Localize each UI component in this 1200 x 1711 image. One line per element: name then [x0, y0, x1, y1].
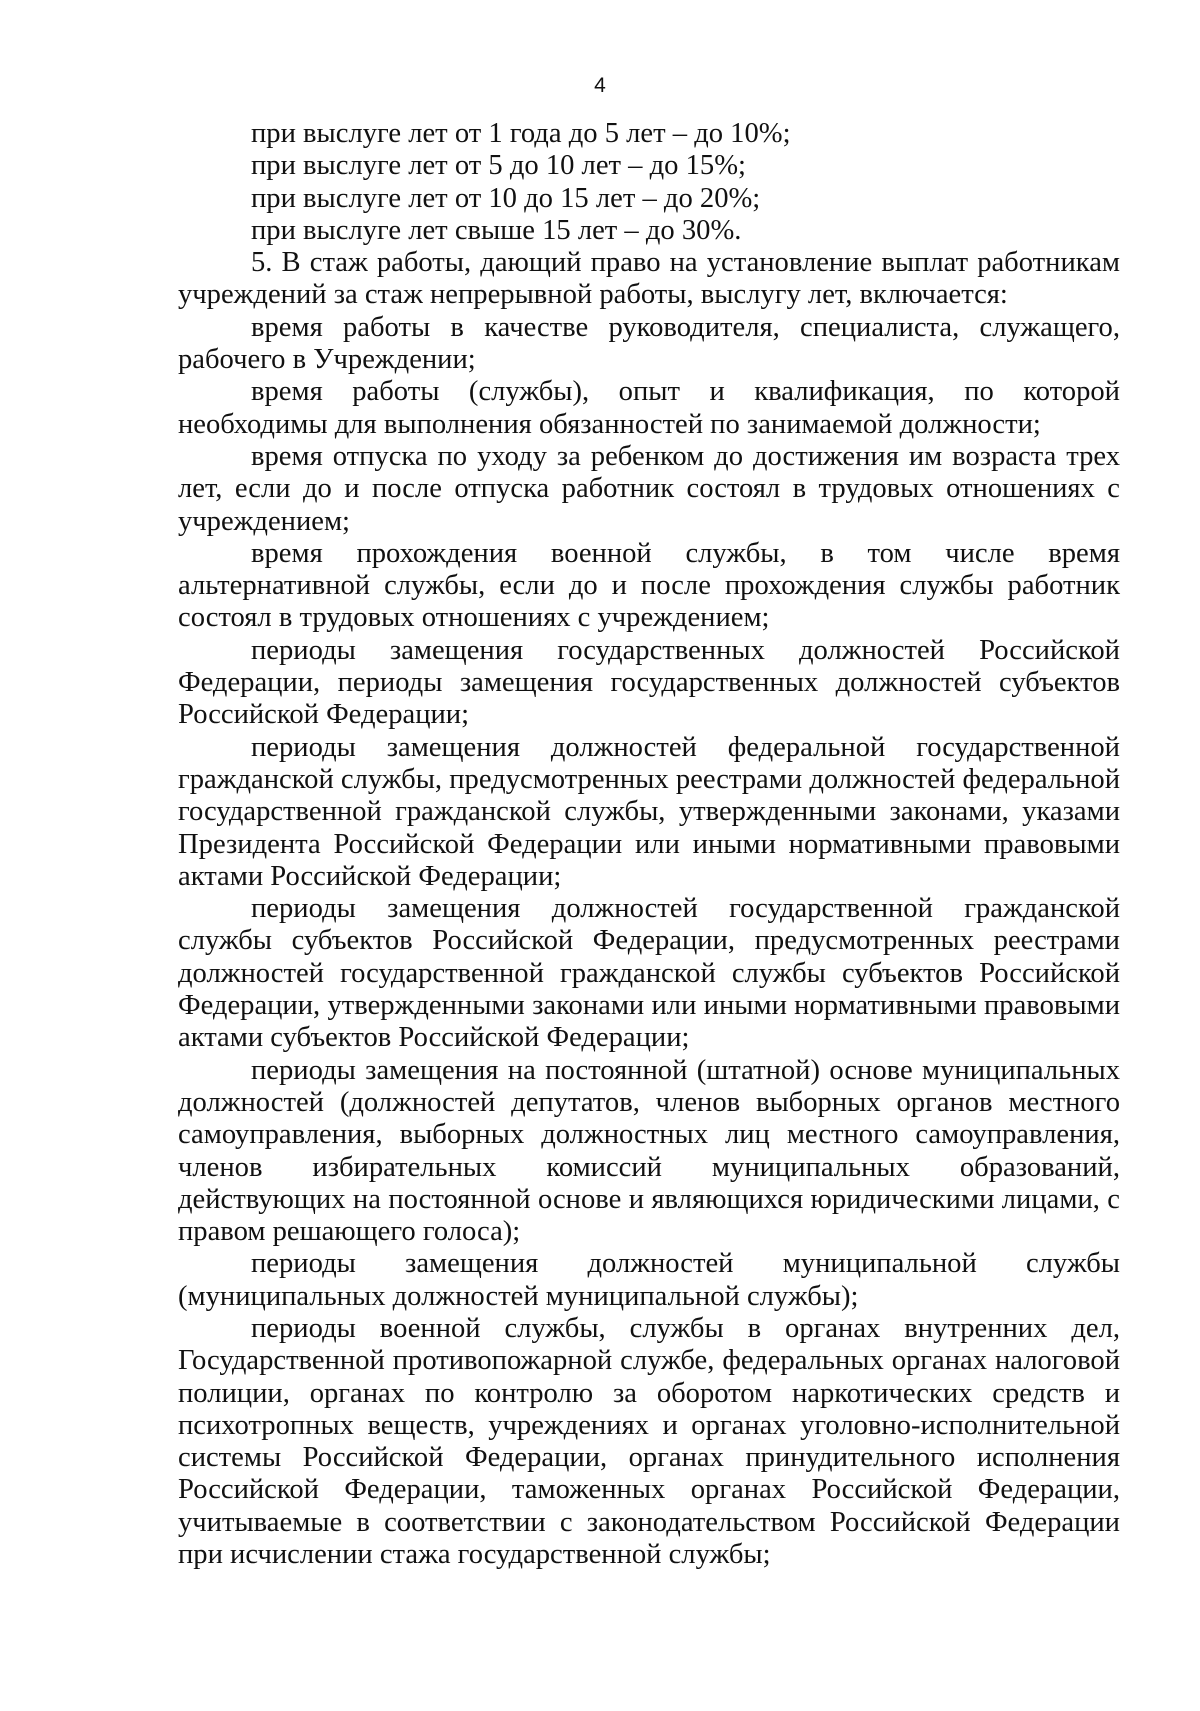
paragraph-seniority-10-15: при выслуге лет от 10 до 15 лет – до 20%;: [251, 182, 761, 214]
page-number: 4: [594, 74, 606, 97]
paragraph-federal-civil-service: периоды замещения должностей федеральной государственной гражданской службы, предусмотренных реестрами должностей федеральной государственной гражданской службы, утвержденными законами, указами Президента Российской Федерации или иными нормативными правовыми актами Российской Федерации;: [178, 731, 1120, 892]
paragraph-seniority-5-10: при выслуге лет от 5 до 10 лет – до 15%;: [251, 150, 746, 182]
paragraph-military-service: время прохождения военной службы, в том числе время альтернативной службы, если до и после прохождения службы работник состоял в трудовых отношениях с учреждением;: [178, 537, 1120, 634]
paragraph-item-5: 5. В стаж работы, дающий право на установление выплат работникам учреждений за стаж непрерывной работы, выслугу лет, включается:: [178, 247, 1120, 311]
paragraph-municipal-service: периоды замещения должностей муниципальной службы (муниципальных должностей муниципальной службы);: [178, 1248, 1120, 1312]
paragraph-regional-civil-service: периоды замещения должностей государственной гражданской службы субъектов Российской Федерации, предусмотренных реестрами должностей государственной гражданской службы субъектов Российской Федерации, утвержденными законами или иными нормативными правовыми актами субъектов Российской Федерации;: [178, 893, 1120, 1054]
paragraph-municipal-positions: периоды замещения на постоянной (штатной) основе муниципальных должностей (должностей депутатов, членов выборных органов местного самоуправления, выборных должностных лиц местного самоуправления, членов избирательных комиссий муниципальных образований, действующих на постоянной основе и являющихся юридическими лицами, с правом решающего голоса);: [178, 1054, 1120, 1248]
document-body: [178, 118, 1120, 1571]
paragraph-parental-leave: время отпуска по уходу за ребенком до достижения им возраста трех лет, если до и после отпуска работник состоял в трудовых отношениях с учреждением;: [178, 440, 1120, 537]
paragraph-seniority-1-5: при выслуге лет от 1 года до 5 лет – до 10%;: [251, 118, 791, 149]
paragraph-state-positions: периоды замещения государственных должностей Российской Федерации, периоды замещения государственных должностей субъектов Российской Федерации;: [178, 634, 1120, 731]
paragraph-law-enforcement-service: периоды военной службы, службы в органах внутренних дел, Государственной противопожарной службе, федеральных органах налоговой полиции, органах по контролю за оборотом наркотических средств и психотропных веществ, учреждениях и органах уголовно-исполнительной системы Российской Федерации, органах принудительного исполнения Российской Федерации, таможенных органах Российской Федерации, учитываемые в соответствии с законодательством Российской Федерации при исчислении стажа государственной службы;: [178, 1312, 1120, 1571]
paragraph-service-experience: время работы (службы), опыт и квалификация, по которой необходимы для выполнения обязанностей по занимаемой должности;: [178, 376, 1120, 440]
paragraph-work-time: время работы в качестве руководителя, специалиста, служащего, рабочего в Учреждении;: [178, 311, 1120, 376]
paragraph-seniority-over-15: при выслуге лет свыше 15 лет – до 30%.: [251, 214, 742, 246]
